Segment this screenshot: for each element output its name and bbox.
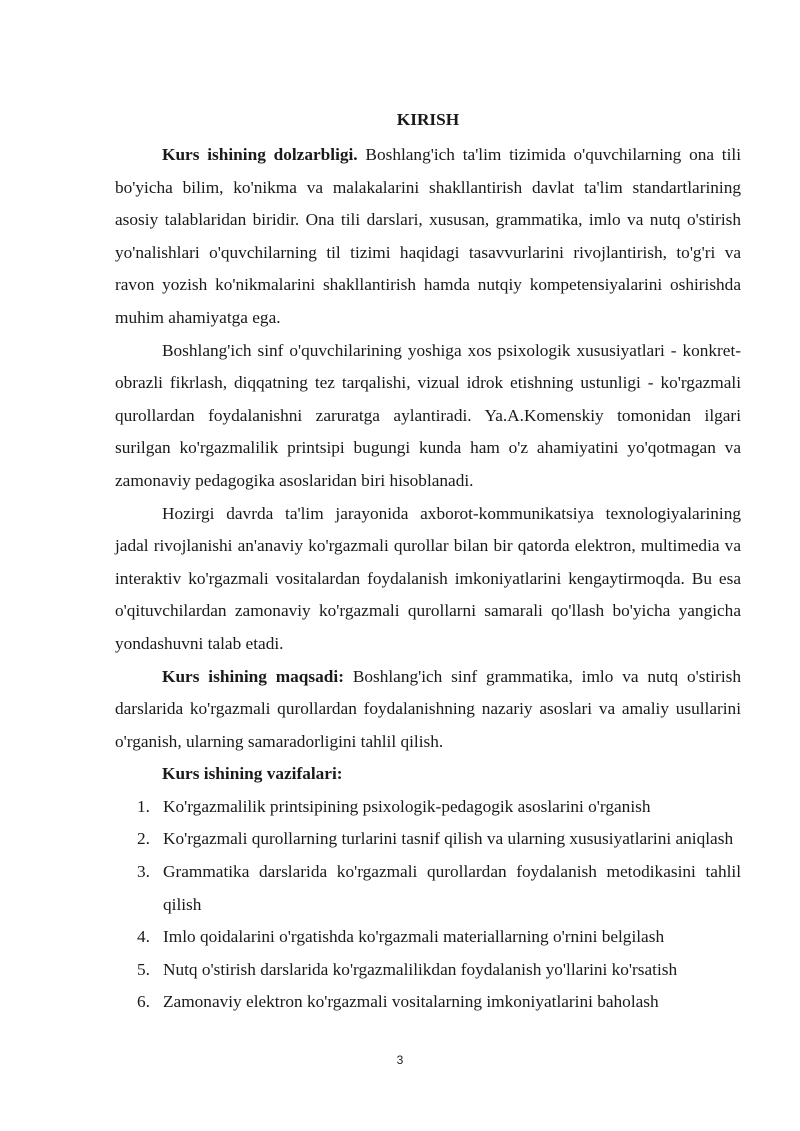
- paragraph-text: Boshlang'ich sinf o'quvchilarining yoshiga xos psixologik xususiyatlari - konkret-obrazli fikrlash, diqqatning tez tarqalishi, vizual idrok etishning ustunligi - ko'rgazmali qurollardan foydalanishni zaruratga aylantiradi. Ya.A.Komenskiy tomonidan ilgari surilgan ko'rgazmalilik printsipi bugungi kunda ham o'z ahamiyatini yo'qotmagan va zamonaviy pedagogika asoslaridan biri hisoblanadi.: [115, 340, 741, 490]
- page-content: [115, 107, 741, 1019]
- list-item-number: 5.: [137, 959, 150, 979]
- list-item: [115, 921, 741, 954]
- paragraph-technology: [115, 498, 741, 661]
- list-item: [115, 823, 741, 856]
- list-item: [115, 856, 741, 921]
- list-item-number: 3.: [137, 862, 150, 882]
- list-item: [115, 986, 741, 1019]
- paragraph-lead: Kurs ishining dolzarbligi.: [162, 145, 358, 164]
- paragraph-lead: Kurs ishining maqsadi:: [162, 666, 344, 686]
- list-item-text: Ko'rgazmali qurollarning turlarini tasnif qilish va ularning xususiyatlarini aniqlash: [163, 829, 734, 849]
- section-heading: KIRISH: [396, 110, 460, 129]
- list-item-text: Imlo qoidalarini o'rgatishda ko'rgazmali materiallarning o'rnini belgilash: [163, 927, 665, 947]
- list-item-text: Zamonaviy elektron ko'rgazmali vositalarning imkoniyatlarini baholash: [163, 992, 659, 1012]
- list-item-text: Nutq o'stirish darslarida ko'rgazmalilikdan foydalanish yo'llarini ko'rsatish: [163, 959, 678, 979]
- list-item-number: 1.: [137, 796, 150, 816]
- list-item-number: 4.: [137, 927, 150, 947]
- page-number: 3: [396, 1053, 404, 1067]
- paragraph-goal: [115, 661, 741, 759]
- paragraph-text: Boshlang'ich sinf grammatika, imlo va nutq o'stirish darslarida ko'rgazmali qurollardan foydalanishning nazariy asoslari va amaliy usullarini o'rganish, ularning samaradorligini tahlil qilish.: [115, 666, 741, 751]
- list-item-number: 2.: [137, 829, 150, 849]
- list-item-text: Ko'rgazmalilik printsipining psixologik-pedagogik asoslarini o'rganish: [163, 796, 651, 816]
- paragraph-text: Hozirgi davrda ta'lim jarayonida axborot-kommunikatsiya texnologiyalarining jadal rivojlanishi an'anaviy ko'rgazmali qurollar bilan bir qatorda elektron, multimedia va interaktiv ko'rgazmali vositalardan foydalanish imkoniyatlarini kengaytirmoqda. Bu esa o'qituvchilardan zamonaviy ko'rgazmali qurollarni samarali qo'llash bo'yicha yangicha yondashuvni talab etadi.: [115, 503, 741, 653]
- paragraph-relevance: [115, 139, 741, 335]
- tasks-heading: Kurs ishining vazifalari:: [162, 764, 343, 784]
- list-item: [115, 791, 741, 824]
- paragraph-text: Boshlang'ich ta'lim tizimida o'quvchilarning ona tili bo'yicha bilim, ko'nikma va malakalarini shakllantirish davlat ta'lim standartlarining asosiy talablaridan biridir. Ona tili darslari, xususan, grammatika, imlo va nutq o'stirish yo'nalishlari o'quvchilarning til tizimi haqidagi tasavvurlarini rivojlantirish, to'g'ri va ravon yozish ko'nikmalarini shakllantirish hamda nutqiy kompetensiyalarini oshirishda muhim ahamiyatga ega.: [115, 145, 742, 327]
- paragraph-psychology: [115, 335, 741, 498]
- tasks-list: [115, 791, 741, 1019]
- list-item: [115, 954, 741, 987]
- list-item-number: 6.: [137, 992, 150, 1012]
- list-item-text: Grammatika darslarida ko'rgazmali qurollardan foydalanish metodikasini tahlil qilish: [163, 862, 741, 914]
